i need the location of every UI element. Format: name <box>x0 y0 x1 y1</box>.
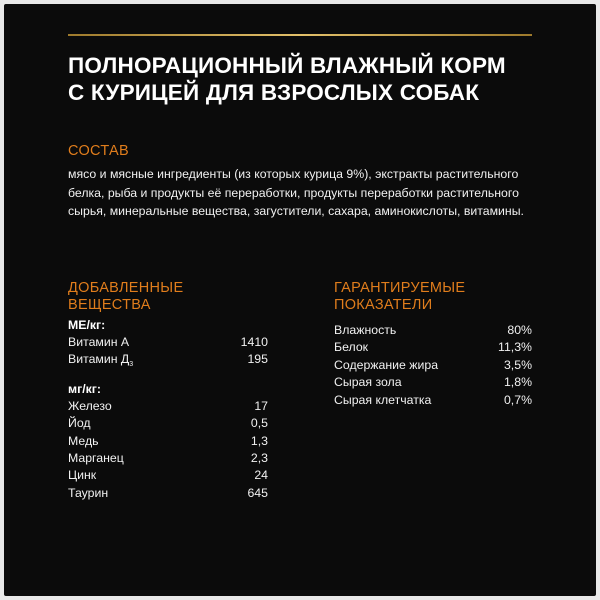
guaranteed-row <box>334 322 532 339</box>
title-line-1: ПОЛНОРАЦИОННЫЙ ВЛАЖНЫЙ КОРМ <box>68 53 506 78</box>
title-line-2: С КУРИЦЕЙ ДЛЯ ВЗРОСЛЫХ СОБАК <box>68 80 480 105</box>
additive-value: 17 <box>254 398 268 413</box>
additive-row <box>68 351 268 368</box>
guaranteed-row <box>334 339 532 356</box>
additive-row <box>68 334 268 351</box>
additive-row <box>68 467 268 484</box>
additive-name: Марганец <box>68 450 124 465</box>
indicator-value: 0,7% <box>503 392 532 407</box>
additive-name: Железо <box>68 398 112 413</box>
additive-name: Йод <box>68 416 91 431</box>
guaranteed-list <box>334 322 532 409</box>
guaranteed-section <box>334 280 532 409</box>
indicator-value: 3,5% <box>503 357 532 372</box>
indicator-value: 11,3% <box>498 340 532 355</box>
guaranteed-row <box>334 374 532 391</box>
guaranteed-row <box>334 392 532 409</box>
additives-section <box>68 280 268 502</box>
additive-name: Цинк <box>68 468 97 483</box>
gold-divider <box>68 34 532 36</box>
indicator-value: 1,8% <box>503 375 532 390</box>
additive-name-text: Витамин Д <box>68 352 130 367</box>
guaranteed-heading <box>334 280 532 314</box>
guaranteed-heading-line-2: ПОКАЗАТЕЛИ <box>334 297 433 313</box>
additive-row <box>68 433 268 450</box>
indicator-name: Содержание жира <box>334 357 439 372</box>
indicator-name: Сырая зола <box>334 375 402 390</box>
indicator-name: Влажность <box>334 323 397 337</box>
additive-row <box>68 398 268 415</box>
indicator-name: Сырая клетчатка <box>334 392 432 407</box>
composition-heading: СОСТАВ <box>68 143 129 159</box>
additives-heading-line-2: ВЕЩЕСТВА <box>68 297 151 313</box>
guaranteed-row <box>334 357 532 374</box>
additive-value: 0,5 <box>250 416 268 431</box>
additive-row <box>68 485 268 502</box>
additive-row <box>68 450 268 467</box>
unit-label-mg: мг/кг: <box>68 381 102 396</box>
unit-label-me: МЕ/кг: <box>68 318 106 332</box>
additive-name <box>68 351 133 368</box>
additives-heading-line-1: ДОБАВЛЕННЫЕ <box>68 280 184 296</box>
composition-text: мясо и мясные ингредиенты (из которых курица 9%), экстракты растительного белка, рыба и продукты её переработки, продукты переработки растительного сырья, минеральные вещества, загустители, сахара, аминокислоты, витамины. <box>68 167 524 218</box>
additive-name: Таурин <box>68 485 109 500</box>
additive-value: 24 <box>254 468 268 483</box>
additive-value: 1410 <box>240 335 268 349</box>
indicator-value: 80% <box>507 323 532 337</box>
indicator-name: Белок <box>334 340 369 355</box>
additives-heading <box>68 280 268 314</box>
additive-value: 645 <box>247 485 268 500</box>
additive-name: Витамин А <box>68 335 130 349</box>
additive-value: 195 <box>247 352 268 367</box>
guaranteed-heading-line-1: ГАРАНТИРУЕМЫЕ <box>334 280 466 296</box>
product-info-card <box>4 4 596 596</box>
subscript: 3 <box>129 361 134 369</box>
additive-name: Медь <box>68 433 99 448</box>
additive-value: 1,3 <box>250 433 268 448</box>
additive-row <box>68 415 268 432</box>
additive-value: 2,3 <box>250 450 268 465</box>
product-title <box>68 52 548 106</box>
